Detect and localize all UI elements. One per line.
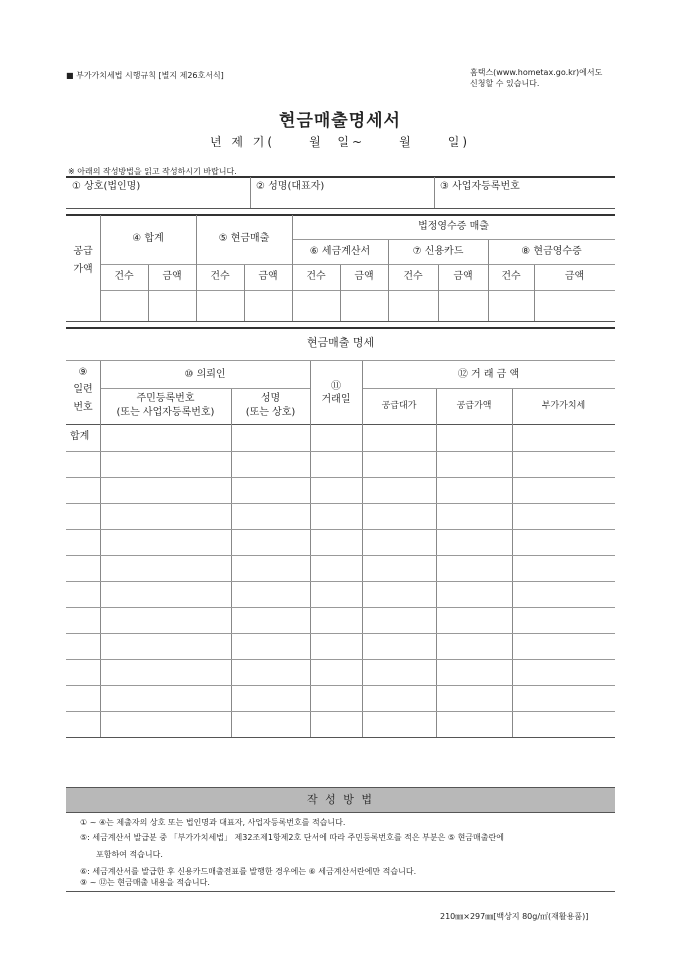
method-line-4: ⑥: 세금계산서를 발급한 후 신용카드매출전표를 발행한 경우에는 ⑥ 세금계산서란에만 적습니다. <box>80 867 417 876</box>
client-id-label-2: (또는 사업자등록번호) <box>116 406 215 418</box>
cash-count-header: 건수 <box>210 271 230 283</box>
grid-line <box>66 360 615 361</box>
total-amount-header: 금액 <box>162 271 182 283</box>
info-bottom-border <box>66 208 615 209</box>
supply-row-label-1: 공급 <box>73 245 93 257</box>
receipt-count-header: 건수 <box>501 271 521 283</box>
method-bottom-border <box>66 891 615 892</box>
method-title: 작 성 방 법 <box>307 793 374 807</box>
table-row <box>66 711 615 712</box>
form-title: 현금매출명세서 <box>279 111 401 131</box>
card-count-header: 건수 <box>403 271 423 283</box>
total-count-header: 건수 <box>114 271 134 283</box>
table-row <box>66 503 615 504</box>
receipt-amount-header: 금액 <box>564 271 585 283</box>
client-header: ⑩ 의뢰인 <box>184 368 226 380</box>
grid-line <box>66 424 615 425</box>
serial-label-2: 번호 <box>73 401 93 413</box>
client-name-label-2: (또는 상호) <box>245 406 296 418</box>
method-line-3: 포함하여 적습니다. <box>96 850 163 859</box>
grid-line <box>100 290 615 291</box>
table-row <box>66 659 615 660</box>
table-row <box>66 451 615 452</box>
detail-top-border <box>66 327 615 329</box>
client-id-label-1: 주민등록번호 <box>136 392 195 404</box>
trade-amount-header: ⑫ 거 래 금 액 <box>457 368 520 380</box>
table-row <box>66 477 615 478</box>
paper-spec-footer: 210㎜×297㎜[백상지 80g/㎡(재활용품)] <box>440 912 589 921</box>
grid-line <box>310 361 311 737</box>
method-line-5: ⑨ ~ ⑫는 현금매출 내용을 적습니다. <box>80 878 210 887</box>
divider <box>250 177 251 208</box>
invoice-count-header: 건수 <box>306 271 326 283</box>
date-header: 거래일 <box>321 393 351 405</box>
representative-label: ② 성명(대표자) <box>256 180 325 192</box>
table-row <box>66 555 615 556</box>
cash-sales-header: ⑤ 현금매출 <box>218 233 270 245</box>
credit-card-header: ⑦ 신용카드 <box>412 245 464 257</box>
detail-section-title: 현금매출 명세 <box>306 336 375 350</box>
grid-line <box>100 388 310 389</box>
detail-bottom-border <box>66 737 615 738</box>
client-name-label-1: 성명 <box>260 392 281 404</box>
business-number-label: ③ 사업자등록번호 <box>440 180 520 192</box>
table-row <box>66 633 615 634</box>
table-row <box>66 685 615 686</box>
serial-number-marker: ⑨ <box>78 366 88 378</box>
table-row <box>66 607 615 608</box>
instruction-note: ※ 아래의 작성방법을 읽고 작성하시기 바랍니다. <box>68 167 237 176</box>
cash-receipt-header: ⑧ 현금영수증 <box>521 245 582 257</box>
legal-receipt-header: 법정영수증 매출 <box>418 220 489 232</box>
tax-invoice-header: ⑥ 세금계산서 <box>309 245 371 257</box>
period-line: 년 제 기( 월 일~ 월 일) <box>209 135 471 149</box>
supply-row-label-2: 가액 <box>73 263 93 275</box>
total-row-label: 합계 <box>70 430 90 442</box>
hometax-note-line2: 신청할 수 있습니다. <box>470 79 540 88</box>
date-marker: ⑪ <box>331 380 341 392</box>
hometax-note-line1: 홈택스(www.hometax.go.kr)에서도 <box>470 68 603 77</box>
card-amount-header: 금액 <box>453 271 473 283</box>
method-line-1: ① ~ ④는 제출자의 상호 또는 법인명과 대표자, 사업자등록번호를 적습니다. <box>80 818 346 827</box>
supply-price-header: 공급대가 <box>381 400 417 411</box>
table-row <box>66 581 615 582</box>
cash-amount-header: 금액 <box>258 271 278 283</box>
total-header: ④ 합계 <box>132 233 164 245</box>
serial-label-1: 일련 <box>73 383 93 395</box>
supply-table-bottom-border <box>66 321 615 322</box>
company-name-label: ① 상호(법인명) <box>72 180 141 192</box>
vat-header: 부가가치세 <box>541 400 586 411</box>
divider <box>434 177 435 208</box>
table-row <box>66 529 615 530</box>
invoice-amount-header: 금액 <box>354 271 374 283</box>
method-line-2: ⑤: 세금계산서 발급분 중 「부가가치세법」 제32조제1항제2호 단서에 따라 주민등록번호를 적은 부분은 ⑤ 현금매출란에 <box>80 833 504 842</box>
form-rule-reference: ■ 부가가치세법 시행규칙 [별지 제26호서식] <box>66 71 224 80</box>
supply-value-header: 공급가액 <box>456 400 492 411</box>
